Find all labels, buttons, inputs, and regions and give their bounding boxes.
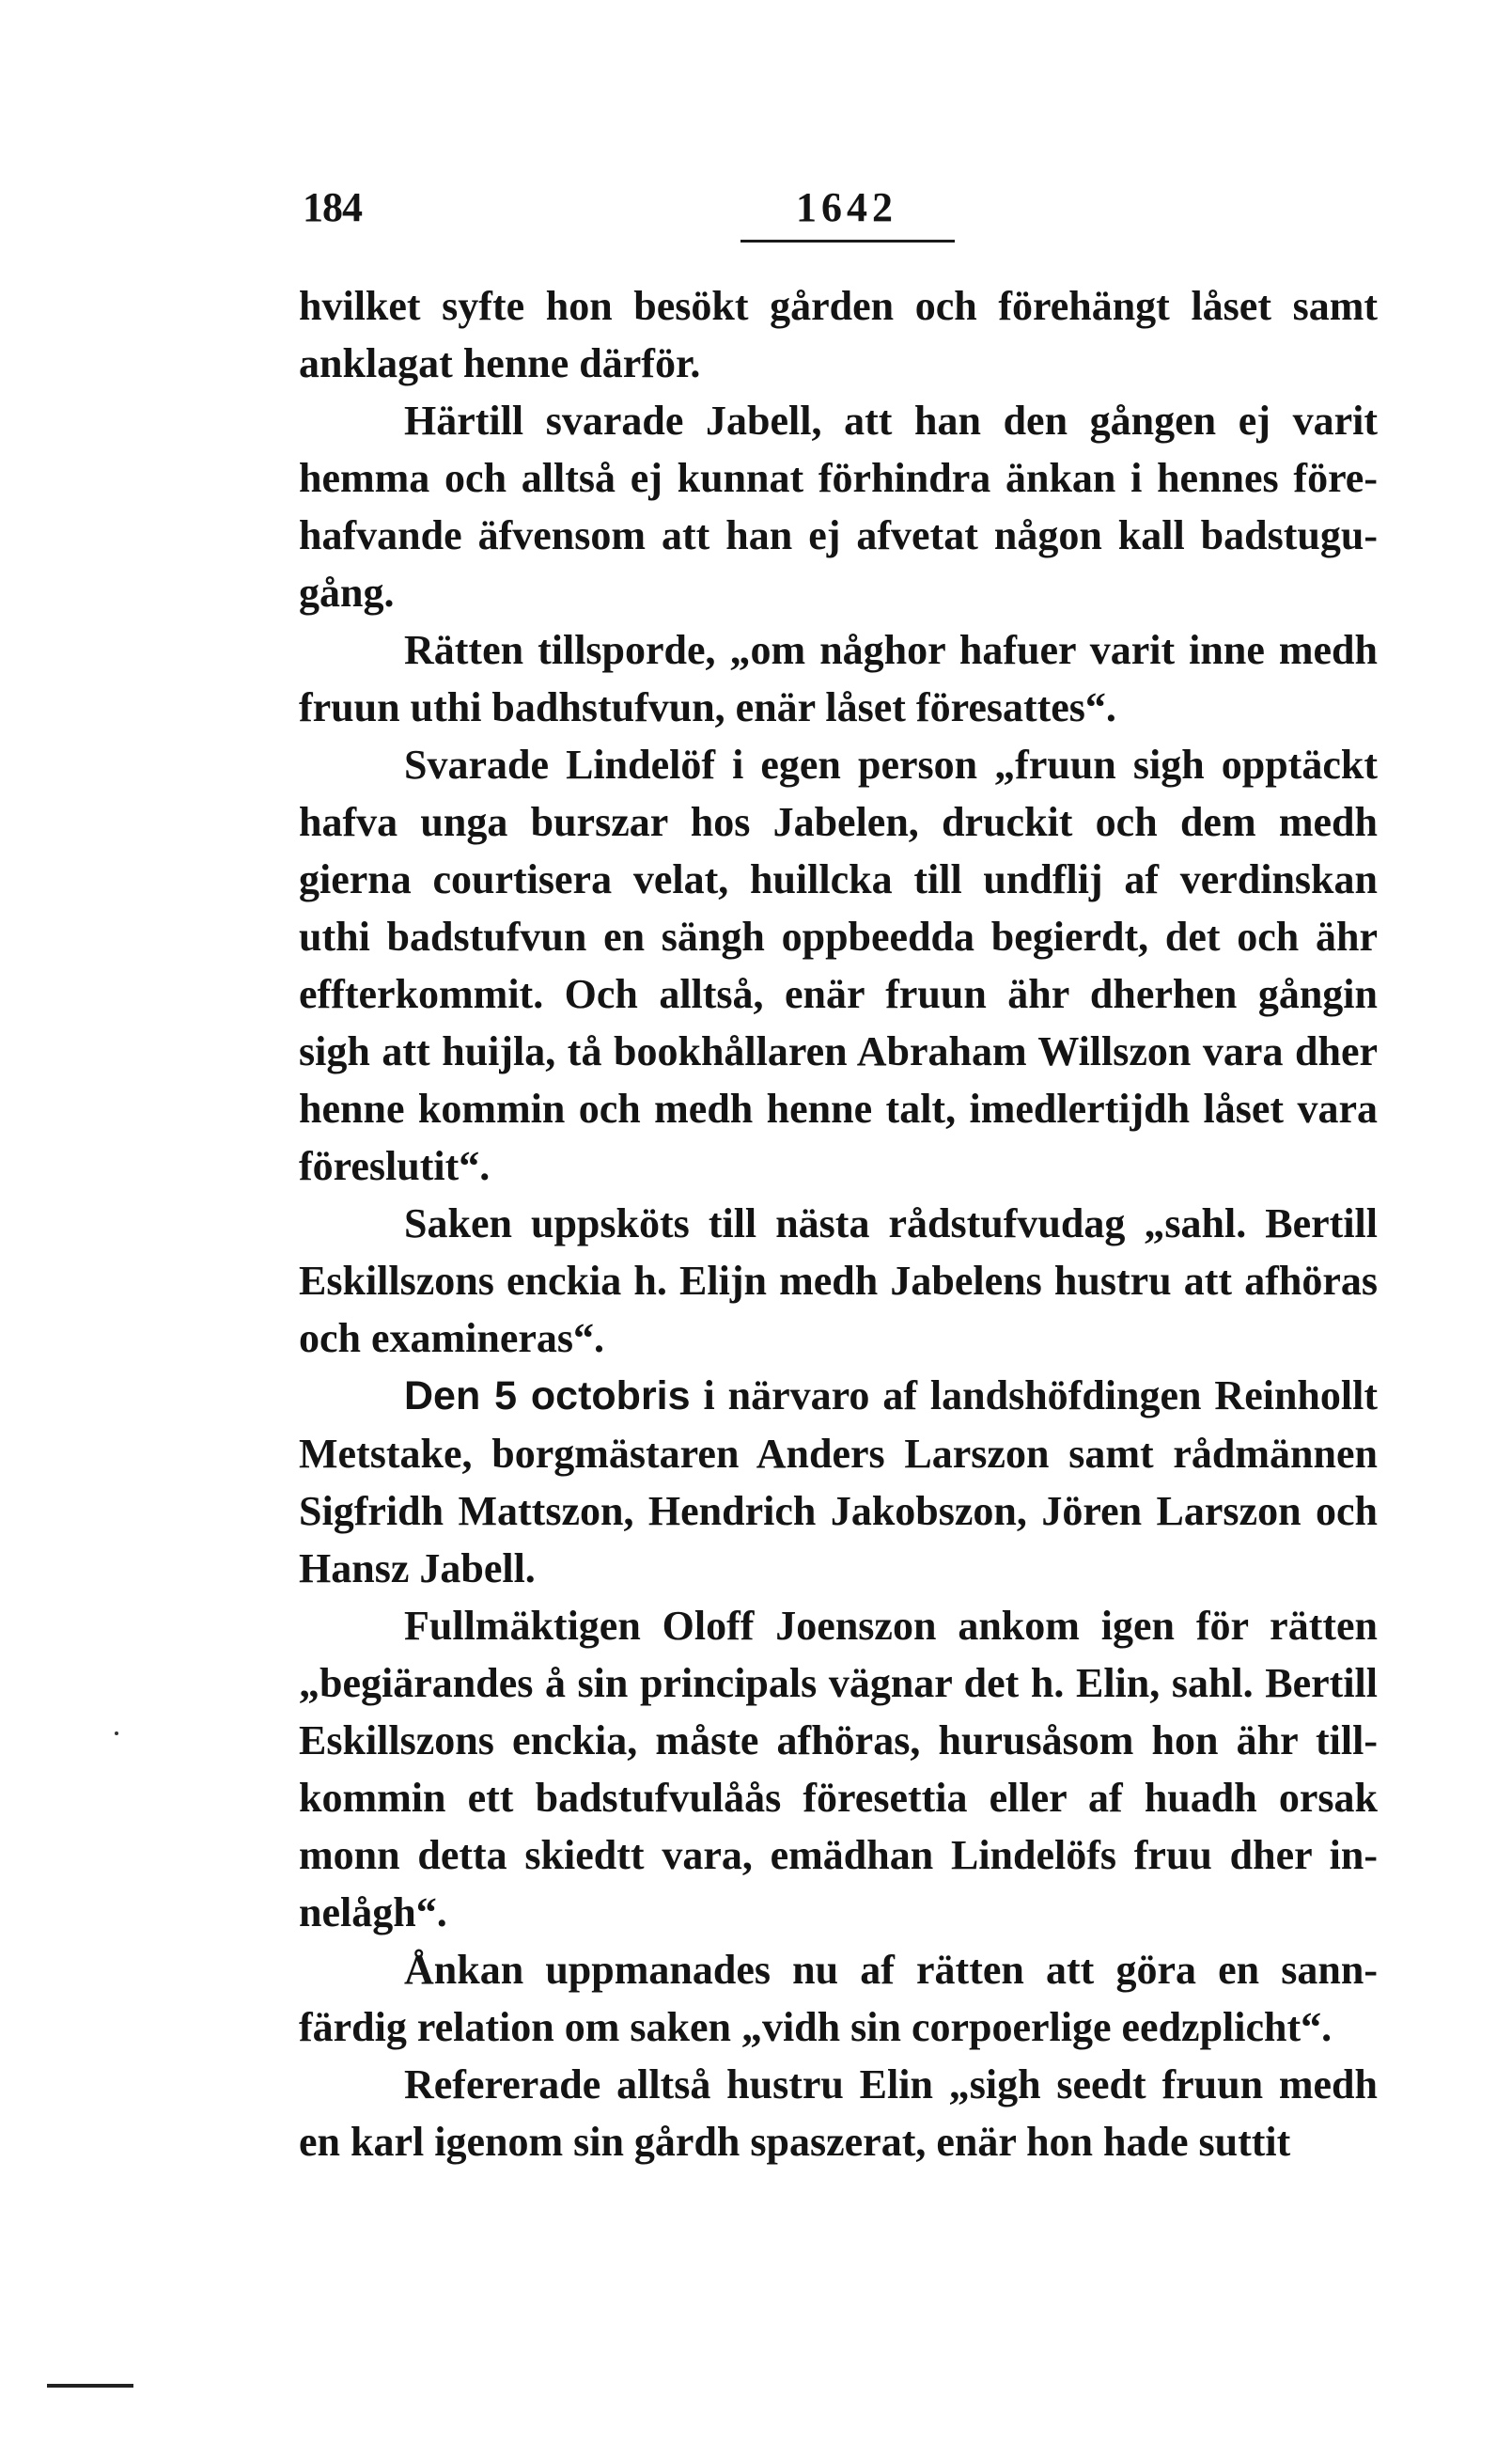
paragraph: Saken uppsköts till nästa rådstufvudag „sahl. Bertill Eskillszons enckia h. Elijn medh Jabelens hustru att afhöras och examineras“. bbox=[299, 1200, 1378, 1361]
paragraph: Härtill svarade Jabell, att han den gången ej varit hemma och alltså ej kunnat förhindra änkan i hennes förehafvande äfvensom att han ej afvetat någon kall badstugugång. bbox=[299, 398, 1378, 616]
scan-artifact-dot bbox=[115, 1731, 118, 1735]
session-text: i närvaro af landshöfdingen Reinhollt Metstake, borgmästaren Anders Larszon samt rådmännen Sigfridh Mattszon, Hendrich Jakobszon, Jören Larszon och Hansz Jabell. bbox=[299, 1372, 1378, 1591]
year-underline bbox=[740, 240, 955, 243]
paragraph-session bbox=[299, 1367, 1378, 1597]
paragraph: Refererade alltså hustru Elin „sigh seedt fruun medh en karl igenom sin gårdh spaszerat, enär hon hade suttit bbox=[299, 2061, 1378, 2165]
session-date: Den 5 octobris bbox=[404, 1373, 691, 1418]
page-number: 184 bbox=[303, 184, 362, 230]
running-year: 1642 bbox=[796, 184, 897, 230]
body-text bbox=[299, 277, 1378, 2170]
scan-artifact-mark bbox=[47, 2384, 133, 2388]
paragraph: Ånkan uppmanades nu af rätten att göra en sannfärdig relation om saken „vidh sin corpoerlige eedzplicht“. bbox=[299, 1947, 1378, 2050]
paragraph: Rätten tillsporde, „om någhor hafuer varit inne medh fruun uthi badhstufvun, enär låset föresattes“. bbox=[299, 627, 1378, 730]
paragraph: hvilket syfte hon besökt gården och förehängt låset samt anklagat henne därför. bbox=[299, 283, 1378, 386]
paragraph: Svarade Lindelöf i egen person „fruun sigh opptäckt hafva unga burszar hos Jabelen, druckit och dem medh gierna courtisera velat, huillcka till undflij af verdinskan uthi badstufvun en sängh oppbeedda begierdt, det och ähr effterkommit. Och alltså, enär fruun ähr dherhen gångin sigh att huijla, tå bookhållaren Abraham Willszon vara dher henne kommin och medh henne talt, imedlertijdh låset vara föreslutit“. bbox=[299, 742, 1378, 1189]
page-header bbox=[299, 183, 1380, 249]
paragraph: Fullmäktigen Oloff Joenszon ankom igen för rätten „begiärandes å sin principals vägnar det h. Elin, sahl. Bertill Eskillszons enckia, måste afhöras, hurusåsom hon ähr tillkommin ett badstufvulåås föresettia eller af huadh orsak monn detta skiedtt vara, emädhan Lindelöfs fruu dher innelågh“. bbox=[299, 1603, 1378, 1935]
